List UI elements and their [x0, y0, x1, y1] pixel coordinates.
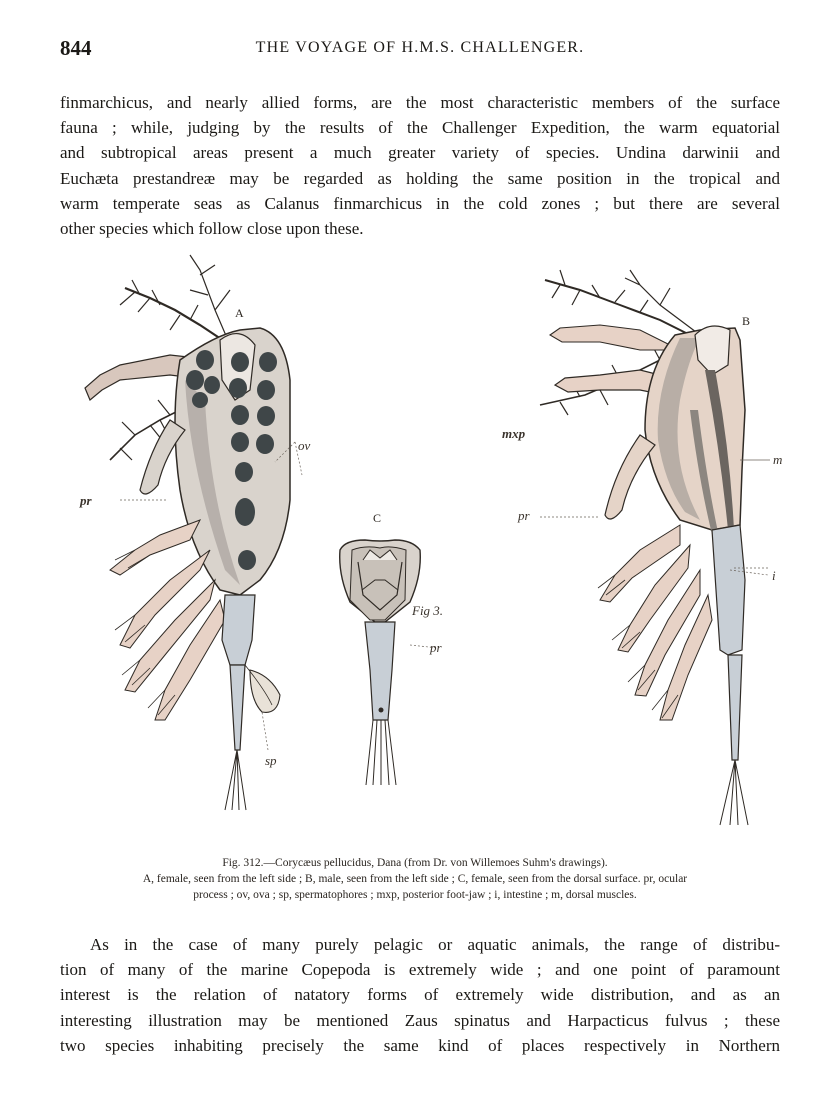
paragraph-line: interest is the relation of natatory forms of extremely wide distribution, and as an [60, 985, 780, 1005]
paragraph-line: warm temperate seas as Calanus finmarchicus in the cold zones ; but there are several [60, 193, 780, 213]
furca-c [366, 720, 396, 785]
bottom-paragraph [60, 932, 780, 1058]
paragraph-line: and subtropical areas present a much greater variety of species. Undina darwinii and [60, 143, 780, 163]
spermatophore [250, 670, 280, 712]
label-sp: sp [265, 753, 277, 768]
panel-label-a: A [235, 306, 244, 320]
label-pr-c: pr [430, 640, 442, 655]
abdomen-a [222, 595, 255, 665]
running-title: THE VOYAGE OF H.M.S. CHALLENGER. [255, 39, 585, 56]
page-number: 844 [60, 36, 92, 60]
specimen-c [340, 511, 443, 785]
caption-legend-line: A, female, seen from the left side ; B, male, seen from the left side ; C, female, seen from the dorsal surface. pr, ocular [142, 873, 688, 885]
abdomen-c [365, 622, 395, 720]
label-mxp: mxp [502, 426, 526, 441]
panel-label-b: B [742, 314, 751, 328]
furca-b [720, 760, 748, 825]
anal-spot-c [379, 708, 384, 713]
specimen-b [502, 270, 782, 825]
page-header [60, 36, 780, 60]
figure-caption [70, 855, 760, 903]
figure-312 [40, 250, 800, 850]
limb-b [550, 325, 680, 350]
swimming-legs-b [600, 525, 712, 720]
pr-appendage-b [605, 435, 655, 519]
paragraph-line: other species which follow close upon these. [60, 219, 364, 239]
furca-a [225, 750, 246, 810]
fig-mark: Fig 3. [412, 603, 444, 618]
abdomen-b [712, 525, 745, 655]
paragraph-line: finmarchicus, and nearly allied forms, are the most characteristic members of the surface [60, 93, 780, 112]
label-pr-b: pr [518, 508, 530, 523]
top-paragraph [60, 90, 780, 241]
caption-title: Fig. 312.—Corycæus pellucidus, Dana (from Dr. von Willemoes Suhm's drawings). [222, 857, 608, 869]
paragraph-line: tion of many of the marine Copepoda is extremely wide ; and one point of paramount [60, 960, 780, 980]
label-m: m [773, 452, 783, 467]
label-i: i [772, 568, 776, 583]
paragraph-line: fauna ; while, judging by the results of the Challenger Expedition, the warm equatorial [60, 118, 780, 138]
specimen-a [79, 255, 311, 810]
label-pr-a: pr [80, 493, 92, 508]
caption-legend-line: process ; ov, ova ; sp, spermatophores ; mxp, posterior foot-jaw ; i, intestine ; m, dorsal muscles. [193, 889, 637, 901]
copepod-illustration [40, 250, 800, 850]
paragraph-line: interesting illustration may be mentioned Zaus spinatus and Harpacticus fulvus ; these [60, 1010, 780, 1030]
label-ov: ov [298, 438, 311, 453]
paragraph-line: As in the case of many purely pelagic or aquatic animals, the range of distribu- [90, 935, 780, 954]
paragraph-line: Euchæta prestandreæ may be regarded as holding the same position in the tropical and [60, 168, 780, 188]
tail-a [230, 665, 245, 750]
paragraph-line: two species inhabiting precisely the same kind of places respectively in Northern [60, 1035, 780, 1055]
tail-b [728, 655, 742, 760]
panel-label-c: C [373, 511, 382, 525]
